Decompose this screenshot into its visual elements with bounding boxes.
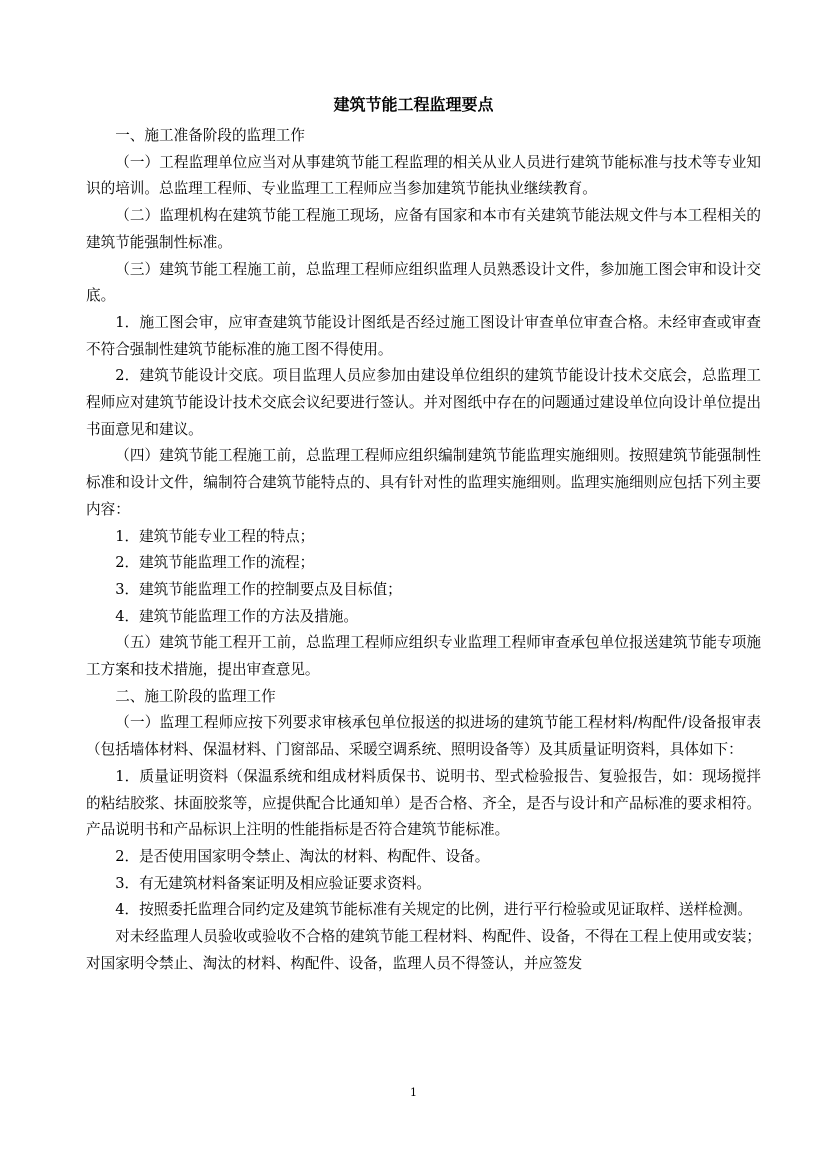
list-item: 2．是否使用国家明令禁止、淘汰的材料、构配件、设备。 xyxy=(115,847,490,865)
list-item: 1．质量证明资料（保温系统和组成材料质保书、说明书、型式检验报告、复验报告，如：现场搅拌的粘结胶浆、抹面胶浆等，应提供配合比通知单）是否合格、齐全，是否与设计和产品标准的要求相符。产品说明书和产品标识上注明的性能指标是否符合建筑节能标准。 xyxy=(86,767,761,839)
paragraph: （三）建筑节能工程施工前，总监理工程师应组织监理人员熟悉设计文件，参加施工图会审和设计交底。 xyxy=(86,260,761,305)
list-item: 3．建筑节能监理工作的控制要点及目标值； xyxy=(115,580,402,598)
page-number: 1 xyxy=(410,1086,417,1099)
paragraph: （一）监理工程师应按下列要求审核承包单位报送的拟进场的建筑节能工程材料/构配件/设备报审表（包括墙体材料、保温材料、门窗部品、采暖空调系统、照明设备等）及其质量证明资料，具体如下： xyxy=(86,714,761,759)
document-body xyxy=(86,123,761,978)
list-item: 3．有无建筑材料备案证明及相应验证要求资料。 xyxy=(115,874,431,892)
list-item: 4．按照委托监理合同约定及建筑节能标准有关规定的比例，进行平行检验或见证取样、送样检测。 xyxy=(115,901,753,919)
paragraph: （五）建筑节能工程开工前，总监理工程师应组织专业监理工程师审查承包单位报送建筑节能专项施工方案和技术措施，提出审查意见。 xyxy=(86,634,761,679)
section-heading: 二、施工阶段的监理工作 xyxy=(115,687,276,705)
paragraph: 对未经监理人员验收或验收不合格的建筑节能工程材料、构配件、设备，不得在工程上使用或安装；对国家明令禁止、淘汰的材料、构配件、设备，监理人员不得签认，并应签发 xyxy=(86,928,761,972)
page-title: 建筑节能工程监理要点 xyxy=(333,95,494,114)
list-item: 1．施工图会审，应审查建筑节能设计图纸是否经过施工图设计审查单位审查合格。未经审查或审查不符合强制性建筑节能标准的施工图不得使用。 xyxy=(86,313,761,358)
list-item: 2．建筑节能监理工作的流程； xyxy=(115,554,315,572)
list-item: 2．建筑节能设计交底。项目监理人员应参加由建设单位组织的建筑节能设计技术交底会，总监理工程师应对建筑节能设计技术交底会议纪要进行签认。并对图纸中存在的问题通过建设单位向设计单位提出书面意见和建议。 xyxy=(86,367,761,438)
paragraph: （二）监理机构在建筑节能工程施工现场，应备有国家和本市有关建筑节能法规文件与本工程相关的建筑节能强制性标准。 xyxy=(86,207,761,251)
paragraph: （一）工程监理单位应当对从事建筑节能工程监理的相关从业人员进行建筑节能标准与技术等专业知识的培训。总监理工程师、专业监理工工程师应当参加建筑节能执业继续教育。 xyxy=(86,153,761,198)
list-item: 4．建筑节能监理工作的方法及措施。 xyxy=(115,607,358,625)
list-item: 1．建筑节能专业工程的特点； xyxy=(115,527,315,545)
paragraph: （四）建筑节能工程施工前，总监理工程师应组织编制建筑节能监理实施细则。按照建筑节能强制性标准和设计文件，编制符合建筑节能特点的、具有针对性的监理实施细则。监理实施细则应包括下列主要内容： xyxy=(86,447,761,518)
section-heading: 一、施工准备阶段的监理工作 xyxy=(115,127,305,144)
